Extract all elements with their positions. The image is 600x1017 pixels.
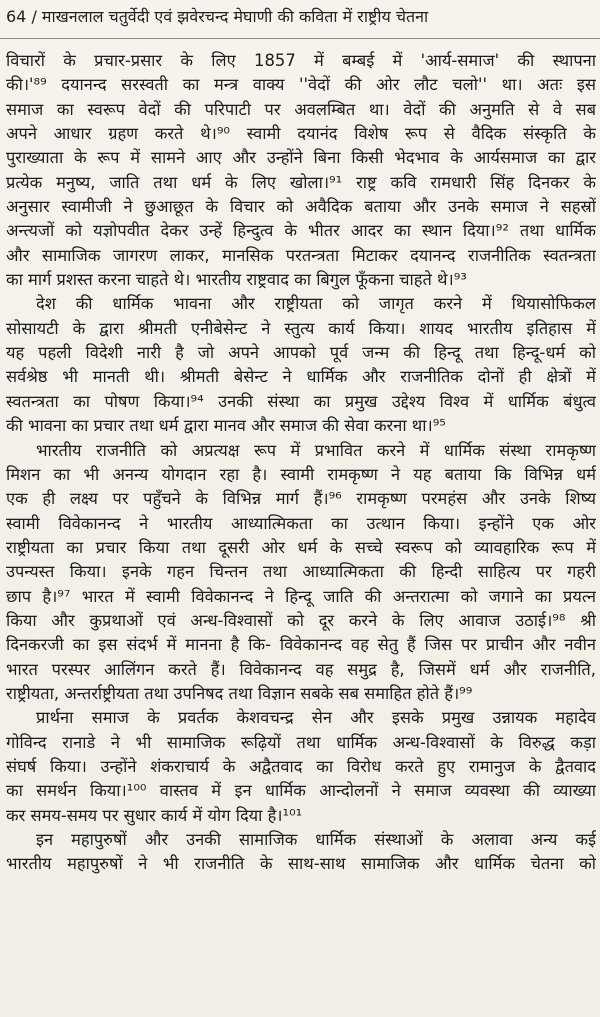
text-line: दिनकरजी का इस संदर्भ में मानना है कि- विवेकानन्द वह सेतु हैं जिस पर प्राचीन और नवीन — [6, 635, 596, 655]
text-line: भारतीय महापुरुषों ने भी राजनीति के साथ-साथ सामाजिक और धार्मिक चेतना को — [6, 854, 596, 874]
text-line: इन महापुरुषों और उनकी सामाजिक धार्मिक संस्थाओं के अलावा अन्य कई — [36, 830, 596, 849]
text-line: अपने आधार ग्रहण करते थे।⁹⁰ स्वामी दयानंद विशेष रूप से वैदिक संस्कृति के — [6, 124, 596, 144]
text-line: सोसायटी के द्वारा श्रीमती एनीबेसेन्ट ने स्तुत्य कार्य किया। शायद भारतीय इतिहास में — [6, 318, 596, 338]
text-line: राष्ट्रीयता का प्रचार किया तथा दूसरी ओर धर्म के सच्चे स्वरूप को व्यावहारिक रूप में — [6, 537, 596, 557]
body-text — [6, 49, 596, 877]
text-line: यह पहली विदेशी नारी है जो अपने आपको पूर्व जन्म की हिन्दू तथा हिन्दू-धर्म को — [6, 343, 596, 363]
text-line: की।'⁸⁹ दयानन्द सरस्वती का मन्त्र वाक्य ''वेदों की ओर लौट चलो'' था। अतः इस — [6, 75, 596, 95]
paragraph — [6, 828, 596, 877]
text-line: एक ही लक्ष्य पर पहुँचने के विभिन्न मार्ग हैं।⁹⁶ रामकृष्ण परमहंस और उनके शिष्य — [6, 489, 596, 509]
text-line: उपन्यस्त किया। इनके गहन चिन्तन तथा आध्यात्मिकता की हिन्दी साहित्य पर गहरी — [6, 562, 596, 582]
text-line: राष्ट्रीयता, अन्तर्राष्ट्रीयता तथा उपनिषद तथा विज्ञान सबके सब समाहित होते हैं।⁹⁹ — [6, 683, 473, 703]
text-line: की भावना का प्रचार तथा धर्म द्वारा मानव और समाज की सेवा करना था।⁹⁵ — [6, 416, 446, 436]
text-line: अनुसार स्वामीजी ने छुआछूत के विचार को अवैदिक बताया और उनके समाज ने सहस्रों — [6, 197, 596, 217]
text-line: विचारों के प्रचार-प्रसार के लिए 1857 में बम्बई में 'आर्य-समाज' की स्थापना — [6, 51, 596, 70]
text-line: किया और कुप्रथाओं एवं अन्ध-विश्वासों को दूर करने के लिए आवाज उठाई।⁹⁸ श्री — [6, 610, 596, 630]
text-line: स्वतन्त्रता का पोषण किया।⁹⁴ उनकी संस्था का प्रमुख उद्देश्य विश्व में धार्मिक बंधुत्व — [6, 391, 596, 411]
header-rule — [0, 38, 600, 39]
text-line: देश की धार्मिक भावना और राष्ट्रीयता को जागृत करने में थियासोफिकल — [36, 294, 596, 314]
text-line: का मार्ग प्रशस्त करना चाहते थे। भारतीय राष्ट्रवाद का बिगुल फूँकना चाहते थे।⁹³ — [6, 270, 467, 290]
text-line: भारतीय राजनीति को अप्रत्यक्ष रूप में प्रभावित करने में धार्मिक संस्था रामकृष्ण — [36, 440, 596, 460]
text-line: संघर्ष किया। उन्होंने शंकराचार्य के अद्वैतवाद का विरोध करते हुए रामानुज के द्वैतवाद — [6, 756, 596, 776]
paragraph — [6, 706, 596, 828]
text-line: स्वामी विवेकानन्द ने भारतीय आध्यात्मिकता का उत्थान किया। इन्होंने एक ओर — [6, 513, 596, 533]
text-line: मिशन का भी अनन्य योगदान रहा है। स्वामी रामकृष्ण ने यह बताया कि विभिन्न धर्म — [6, 464, 596, 484]
text-line: पुराख्याता के रूप में सामने आए और उन्होंने बिना किसी भेदभाव के आर्यसमाज का द्वार — [6, 148, 596, 168]
text-line: कर समय-समय पर सुधार कार्य में योग दिया है।¹⁰¹ — [6, 805, 303, 825]
paragraph — [6, 49, 596, 292]
text-line: समाज का स्वरूप वेदों की परिपाटी पर अवलम्बित था। वेदों की अनुमति से वे सब — [6, 99, 596, 119]
text-line: प्रत्येक मनुष्य, जाति तथा धर्म के लिए खोला।⁹¹ राष्ट्र कवि रामधारी सिंह दिनकर के — [6, 172, 596, 192]
text-line: और सामाजिक जागरण लाकर, मानसिक परतन्त्रता मिटाकर दयानन्द राजनीतिक स्वतन्त्रता — [6, 245, 596, 265]
paragraph — [6, 439, 596, 707]
text-line: सर्वश्रेष्ठ भी मानती थी। श्रीमती बेसेन्ट ने धार्मिक और राजनीतिक दोनों ही क्षेत्रों में — [6, 367, 596, 387]
text-line: भारत परस्पर आलिंगन करते हैं। विवेकानन्द वह समुद्र है, जिसमें धर्म और राजनीति, — [6, 659, 596, 679]
text-line: छाप है।⁹⁷ भारत में स्वामी विवेकानन्द ने हिन्दू जाति की अन्तरात्मा को जगाने का प्रयत्न — [6, 586, 596, 606]
paragraph — [6, 292, 596, 438]
text-line: अन्त्यजों को यज्ञोपवीत देकर उन्हें हिन्दुत्व के भीतर आदर का स्थान दिया।⁹² तथा धार्मिक — [6, 221, 596, 241]
text-line: का समर्थन किया।¹⁰⁰ वास्तव में इन धार्मिक आन्दोलनों ने समाज व्यवस्था की व्याख्या — [6, 781, 596, 801]
text-line: प्रार्थना समाज के प्रवर्तक केशवचन्द्र सेन और इसके प्रमुख उन्नायक महादेव — [36, 708, 596, 728]
text-line: गोविन्द रानाडे ने भी सामाजिक रूढ़ियों तथा धार्मिक अन्ध-विश्वासों के विरुद्ध कड़ा — [6, 732, 596, 752]
running-head: 64 / माखनलाल चतुर्वेदी एवं झवेरचन्द मेघाणी की कविता में राष्ट्रीय चेतना — [6, 7, 429, 26]
